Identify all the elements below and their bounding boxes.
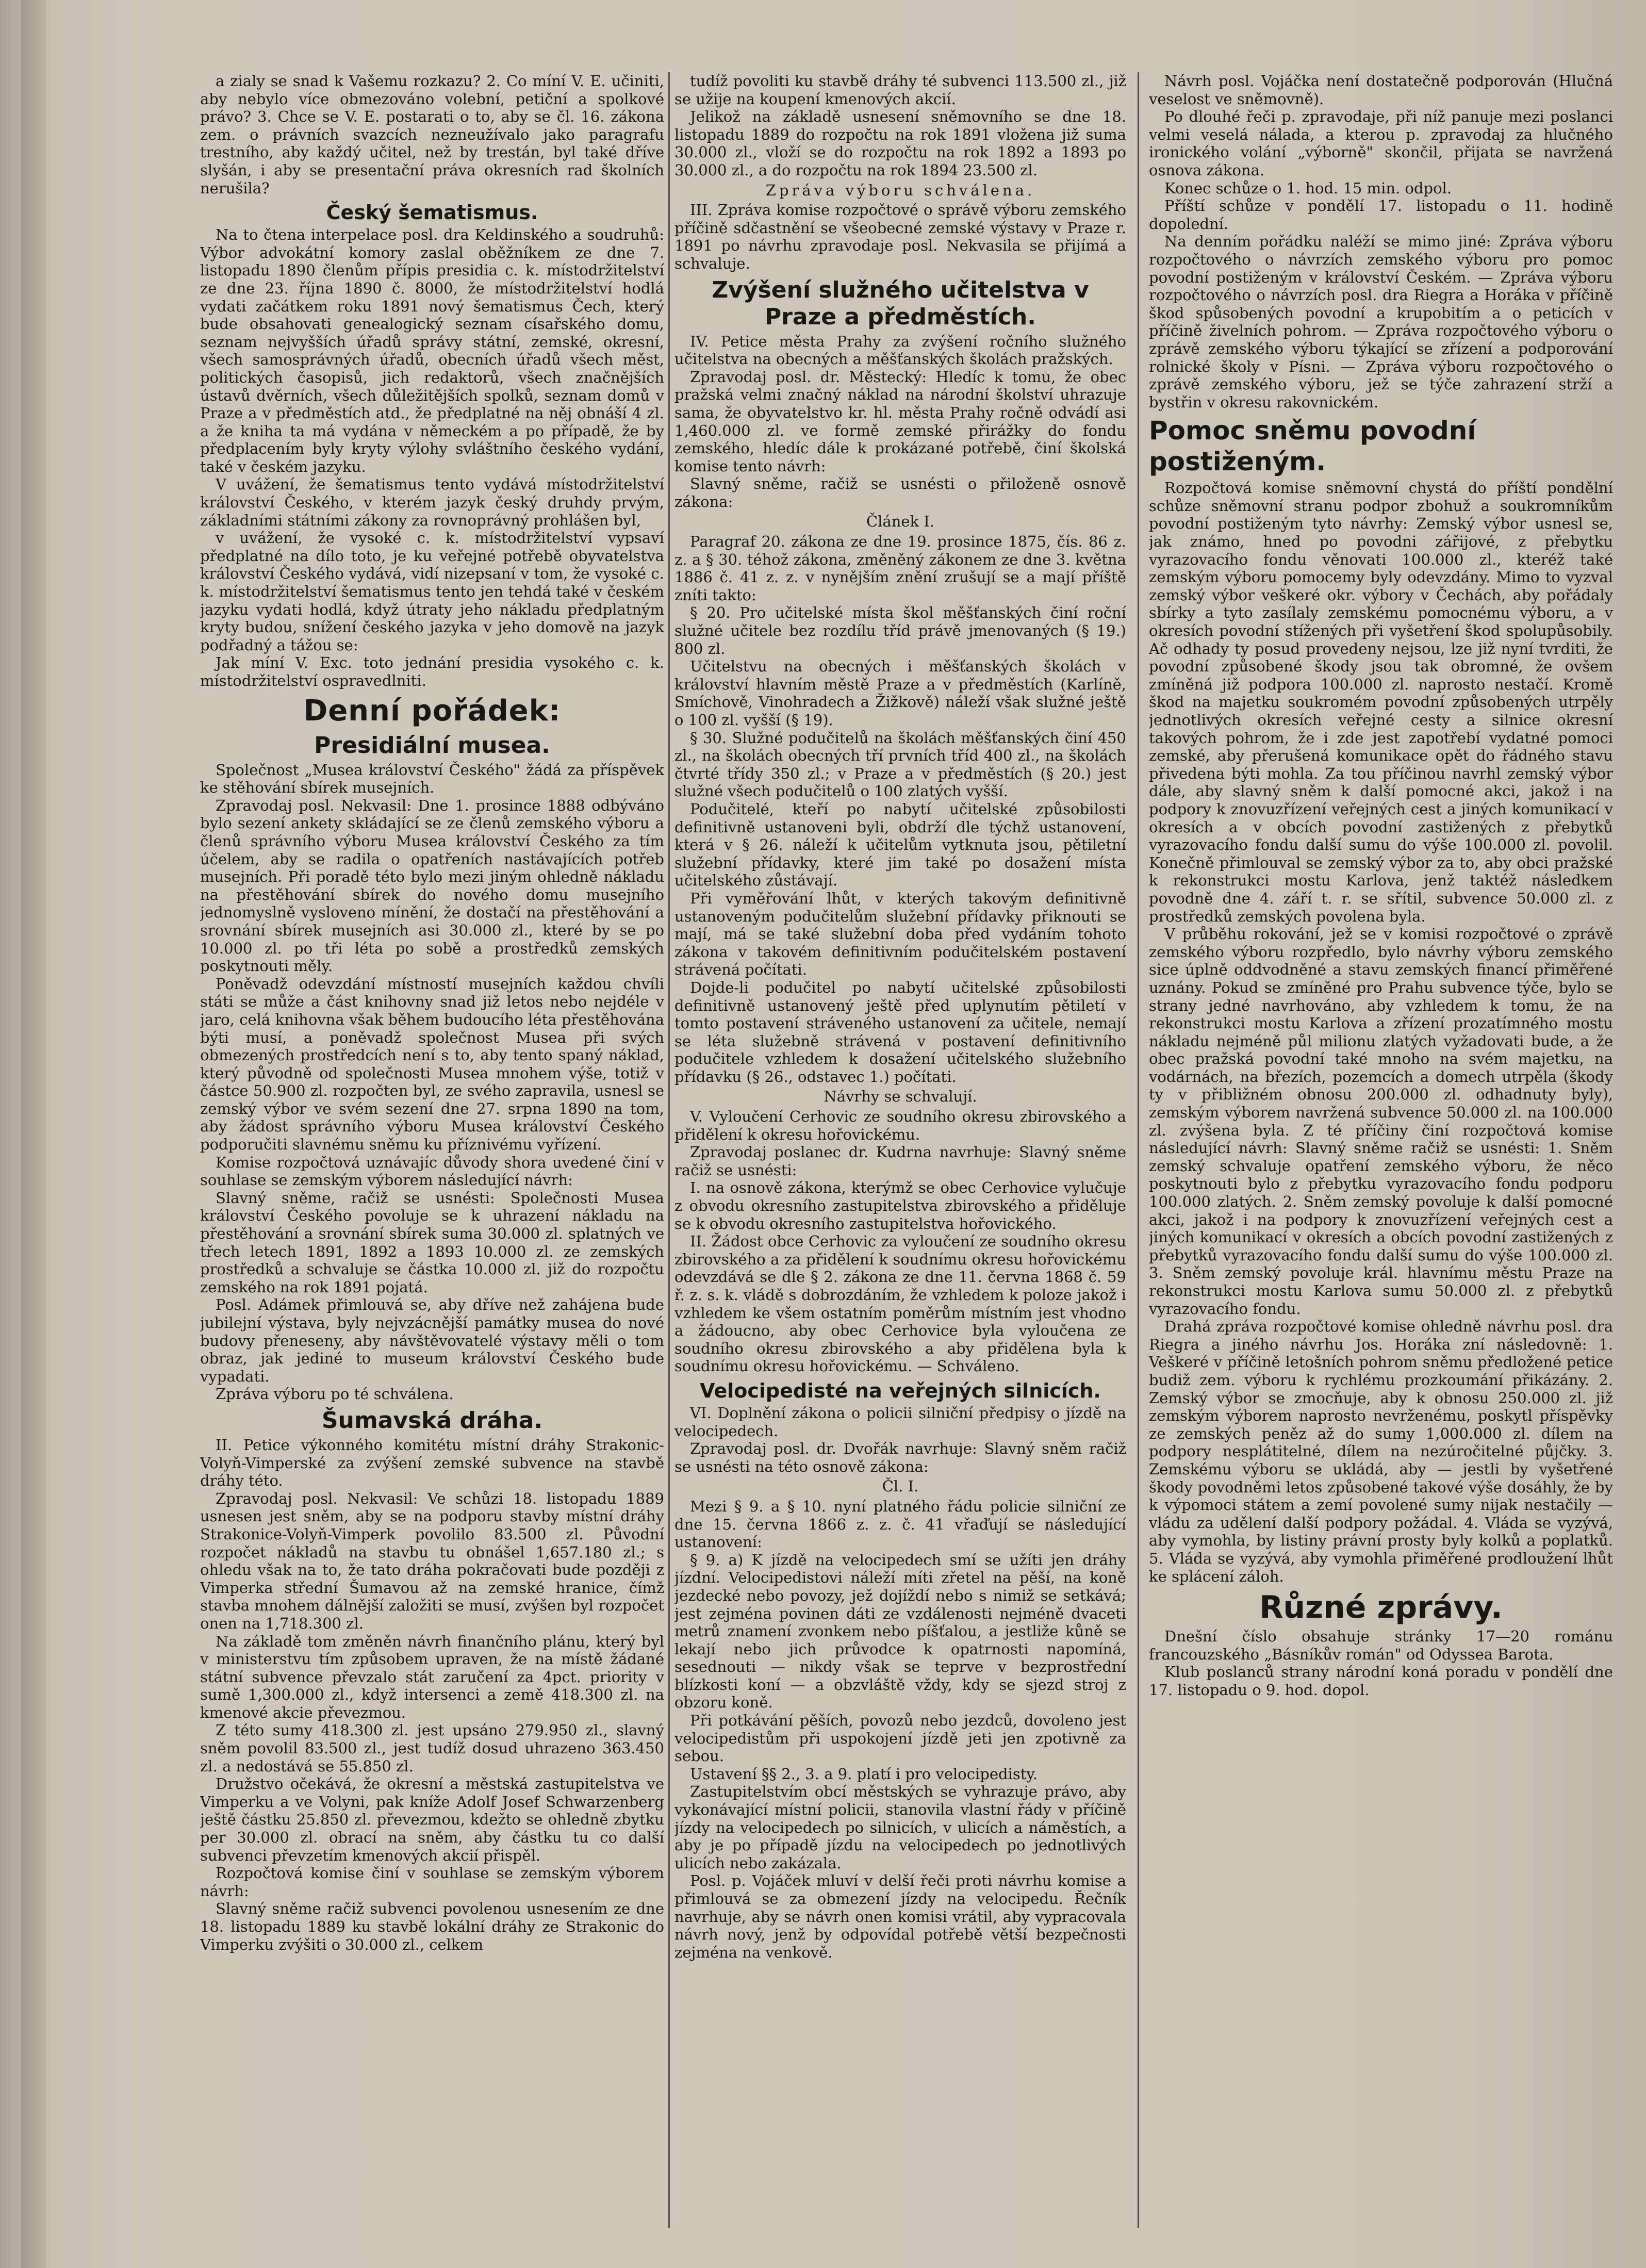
paragraph: Rozpočtová komise sněmovní chystá do příští pondělní schůze sněmovní stranu podpor zbohuž a soukromníkům povodní postiženým tyto návrhy: Zemský výbor usnesl se, jak známo, hned po povodni zářijové, z přebytku vyrazovacího fondu věnovati 100.000 zl., kteréž také zemským výboru pomocemy byly odevzdány. Mimo to vyzval zemský výbor veškeré okr. výbory v Čechách, aby pořádaly sbírky a tyto zasílaly zemskému pomocnému výboru, a v okresích povodní stížených při vyšetření škod spolupůsobily. Ač odhady ty posud provedeny nejsou, lze již nyní tvrditi, že povodní způsobené škody jsou tak obromné, že ovšem zmíněná již podpora 100.000 zl. naprosto nestačí. Kromě škod na majetku soukromém povodní způsobených utrpěly jednotlivých okresích veřejné cesty a silnice okresní takových pohrom, že i zde jest zapotřebí vydatné pomoci zemské, aby přerušená komunikace opět do řádného stavu přivedena býti mohla. Za tou příčinou navrhl zemský výbor dále, aby slavný sněm k další pomocné akci, jakož i na podpory k znovuzřízení veřejných cest a jiných komunikací v okresích a v obcích povodní zastižených z přebytků vyrazovacího fondu další sumu do výše 100.000 zl. povolil. Konečně přimlouval se zemský výbor za to, aby obci pražské k rekonstrukci mostu Karlova, jenž taktéž následkem povodně dne 4. září t. r. se sřítil, subvence 50.000 zl. z prostředků zemských povolena byla. <box>1149 479 1613 925</box>
paragraph: Společnost „Musea království Českého" žádá za příspěvek ke stěhování sbírek musejních. <box>200 761 664 797</box>
paragraph: Zpravodaj posl. dr. Městecký: Hledíc k tomu, že obec pražská velmi značný náklad na národní školství uhrazuje sama, že obyvatelstvo kr. hl. města Prahy ročně odvádí asi 1,460.000 zl. ve formě zemské přirážky do fondu zemského, hledíc dále k prokázané potřebě, činí školská komise tento návrh: <box>674 368 1126 475</box>
paragraph: Drahá zpráva rozpočtové komise ohledně návrhu posl. dra Riegra a jiného návrhu Jos. Horáka zní následovně: 1. Veškeré v příčině letošních pohrom sněmu předložené petice budiž zem. výboru k rychlému prozkoumání přikázány. 2. Zemský výbor se zmocňuje, aby k obnosu 250.000 zl. již zemským výborem naprosto nevrženému, poskytl příspěvky ze zemských peněz až do sumy 1,000.000 zl. dílem na podpory nesplátitelné, dílem na nezúročitelné půjčky. 3. Zemskému výboru se ukládá, aby — jestli by vyšetřené škody povodněmi letos způsobené takové výše dosáhly, že by k výpomoci státem a zemí povolené sumy nijak nestačily — vládu za udělení další podpory požádal. 4. Vláda se vyzývá, aby vymohla, by listiny právní prosty byly kolků a poplatků. 5. Vláda se vyzývá, aby vymohla přiměřené prodloužení lhůt ke splácení záloh. <box>1149 1318 1613 1585</box>
paragraph: Zpravodaj posl. dr. Dvořák navrhuje: Slavný sněm račiž se usnésti na této osnově zákona: <box>674 1440 1126 1475</box>
paragraph: Paragraf 20. zákona ze dne 19. prosince 1875, čís. 86 z. z. a § 30. téhož zákona, změněný zákonem ze dne 3. května 1886 č. 41 z. z. v nynějším znění zrušují se a mají příště zníti takto: <box>674 533 1126 604</box>
centered-note: Návrhy se schvalují. <box>824 1088 977 1106</box>
paragraph: Ustavení §§ 2., 3. a 9. platí i pro velocipedisty. <box>690 1765 1038 1783</box>
paragraph: Návrh posl. Vojáčka není dostatečně podporován (Hlučná veselost ve sněmovně). <box>1149 72 1613 108</box>
paragraph: Komise rozpočtová uznávajíc důvody shora uvedené činí v souhlase se zemským výborem následující návrh: <box>200 1153 664 1189</box>
paragraph: Slavný sněme račiž subvenci povolenou usnesením ze dne 18. listopadu 1889 ku stavbě lokální dráhy ze Strakonic do Vimperku zvýšiti o 30.000 zl., celkem <box>200 1900 664 1953</box>
paragraph: Učitelstvu na obecných i měšťanských školách v království hlavním městě Praze a v předměstích (Karlíně, Smíchově, Vinohradech a Žižkově) náleží však služné ještě o 100 zl. vyšší (§ 19). <box>674 658 1126 729</box>
paragraph: Na základě tom změněn návrh finančního plánu, který byl v ministerstvu tím způsobem upraven, že na místě žádané státní subvence převzalo stát zaručení za 4pct. priority v sumě 1,300.000 zl., když intersenci a země 418.300 zl. na kmenové akcie převezmou. <box>200 1632 664 1721</box>
paragraph: Konec schůze o 1. hod. 15 min. odpol. <box>1164 179 1452 197</box>
paragraph: Dnešní číslo obsahuje stránky 17—20 románu francouzského „Básníkův román" od Odyssea Barota. <box>1149 1628 1613 1663</box>
paragraph: IV. Petice města Prahy za zvýšení ročního služného učitelstva na obecných a měšťanských školách pražských. <box>674 332 1126 368</box>
paragraph: v uvážení, že vysoké c. k. místodržitelství vypsaví předplatné na dílo toto, je ku veřejné potřebě obyvatelstva království Českého vydává, vidí nizepsaní v tom, že vysoké c. k. místodržitelství šematismus tento jen tehdá také v českém jazyku vydati hodlá, když útraty jeho nákladu předplatným kryty budou, snížení českého jazyka v jeho domově na jazyk podřadný a tážou se: <box>200 529 664 654</box>
paragraph: Klub poslanců strany národní koná poradu v pondělí dne 17. listopadu o 9. hod. dopol. <box>1149 1663 1613 1699</box>
article-label: Článek I. <box>866 513 935 531</box>
paragraph: II. Petice výkonného komitétu místní dráhy Strakonic-Volyň-Vimperské za zvýšení zemské subvence na stavbě dráhy této. <box>200 1436 664 1490</box>
paragraph: a zialy se snad k Vašemu rozkazu? 2. Co míní V. E. učiniti, aby nebylo více obmezováno volební, petiční a spolkové právo? 3. Chce se V. E. postarati o to, aby se čl. 16. zákona zem. o právních svazcích nezneužívalo jako paragrafu trestního, aby každý učitel, než by trestán, byl také dříve slyšán, i aby se presentační práva okresních rad školních nerušila? <box>200 72 664 197</box>
paragraph: V průběhu rokování, jež se v komisi rozpočtové o zprávě zemského výboru rozpředlo, bylo návrhy výboru zemského sice úplně oddvodněné a stavu zemských financí přiměřené uznány. Pokud se zmíněné pro Prahu subvence týče, bylo se strany jedné navrhováno, aby vzhledem k tomu, že na rekonstrukci mostu Karlova a zřízení prozatímného mostu nákladu nejméně půl milionu zlatých vyžadovati bude, a že obec pražská povodní také mnoho na svém majetku, na vodárnách, na březích, pozemcích a domech utrpěla (škody ty v přibližném obnosu 200.000 zl. odhadnuty byly), zemským výborem navržená subvence 50.000 zl. na 100.000 zl. zvýšena byla. Z té příčiny činí rozpočtová komise následující návrh: Slavný sněme račiž se usnésti: 1. Sněm zemský schvaluje opatření zemského výboru, že něco poskytnouti bylo z přebytku vyrazovacího fondu podporu 100.000 zlatých. 2. Sněm zemský povoluje k další pomocné akci, jakož i na podpory k znovuzřízení veřejných cest a jiných komunikací v okresích a obcích povodní zastižených z přebytků vyrazovacího fondu další sumu do výše 100.000 zl. 3. Sněm zemský povoluje král. hlavnímu městu Praze na rekonstrukci mostu Karlova sumu 50.000 zl. z přebytků vyrazovacího fondu. <box>1149 925 1613 1318</box>
paragraph: Zpravodaj posl. Nekvasil: Ve schůzi 18. listopadu 1889 usnesen jest sněm, aby se na podporu stavby místní dráhy Strakonice-Volyň-Vimperk povolilo 83.500 zl. Původní rozpočet nákladů na stavbu tu obnášel 1,657.180 zl.; s ohledu však na to, že tato dráha pokračovati bude později z Vimperka střední Šumavou až na zemské hranice, čímž stavba mnohem dálnější založiti se musí, zvýšen byl rozpočet onen na 1,718.300 zl. <box>200 1489 664 1632</box>
column-left <box>200 72 664 2228</box>
paragraph: Na denním pořádku naléží se mimo jiné: Zpráva výboru rozpočtového o návrzích zemského výboru pro pomoc povodní postiženým v království Českém. — Zpráva výboru rozpočtového o návrzích posl. dra Riegra a Horáka v příčině škod spůsobených povodní a krupobitím a o peticích v příčině živelních pohrom. — Zpráva rozpočtového výboru o zprávě zemského výboru týkající se zřízení a podporování rolnické školy v Písni. — Zpráva výboru rozpočtového o zprávě zemského výboru, jež se týče zahrazení strží a bystřin v okresu rakovnickém. <box>1149 233 1613 411</box>
paragraph: Zpravodaj poslanec dr. Kudrna navrhuje: Slavný sněme račiž se usnésti: <box>674 1143 1126 1179</box>
paragraph: § 9. a) K jízdě na velocipedech smí se užíti jen dráhy jízdní. Velocipedistovi náleží míti zřetel na pěší, na koně jezdecké nebo povozy, jež dojíždí nebo s nimiž se setkává; jest zejména povinen dáti ze vzdálenosti nejméně dvaceti metrů znamení zvonkem nebo píšťalou, a jestliže kůně se lekají nebo jich průvodce k opatrnosti napomíná, sesednouti — nikdy však se teprve v bezprostřední blízkosti koní — a obzvláště vždy, kdy se sjezd stroj z obzoru koně. <box>674 1551 1126 1712</box>
paragraph: Z této sumy 418.300 zl. jest upsáno 279.950 zl., slavný sněm povolil 83.500 zl., jest tudíž dosud uhrazeno 363.450 zl. a nedostává se 55.850 zl. <box>200 1721 664 1775</box>
section-heading: Presidiální musea. <box>314 732 550 759</box>
section-heading: Pomoc sněmu povodní postiženým. <box>1149 416 1476 477</box>
section-heading: Zvýšení služného učitelstva v Praze a předměstích. <box>712 276 1089 330</box>
paragraph: Jak míní V. Exc. toto jednání presidia vysokého c. k. místodržitelství ospravedlniti. <box>200 654 664 689</box>
page-fold-shadow <box>21 0 46 2268</box>
section-heading: Denní pořádek: <box>303 694 561 728</box>
paragraph: Podučitelé, kteří po nabytí učitelské způsobilosti definitivně ustanoveni byli, obdrží dle týchž ustanovení, která v § 26. náleží k učitelům vytknuta jsou, pětiletní služební přídavky, které jim také po dosažení místa učitelského zůstávají. <box>674 800 1126 890</box>
section-heading: Český šematismus. <box>326 201 538 224</box>
paragraph: Zastupitelstvím obcí městských se vyhrazuje právo, aby vykonávající místní policii, stanovila vlastní řády v příčině jízdy na velocipedech po silnicích, v ulicích a náměstích, a aby je po případě jízdu na velocipedech po jednotlivých ulicích nebo zakázala. <box>674 1783 1126 1872</box>
column-middle <box>674 72 1126 2228</box>
paragraph: Posl. p. Vojáček mluví v delší řeči proti návrhu komise a přimlouvá se za obmezení jízdy na velocipedu. Řečník navrhuje, aby se návrh onen komisi vrátil, aby vypracovala návrh nový, jenž by odpovídal potřebě větší bezpečnosti zejména na venkově. <box>674 1872 1126 1961</box>
paragraph: Poněvadž odevzdání místností musejních každou chvíli státi se může a část knihovny snad již letos nebo nejdéle v jaro, celá knihovna však během budoucího léta přestěhována býti musí, a poněvadž společnost Musea při svých obmezených prostředcích není s to, aby tento spaný náklad, který původně od společnosti Musea mnohem výše, totiž v částce 50.900 zl. rozpočten byl, ze svého zapravila, usnesl se zemský výbor ve svém sezení dne 27. srpna 1890 na tom, aby žádost správního výboru Musea království Českého podporučiti slavnému sněmu ku příznivému vyřízení. <box>200 975 664 1154</box>
paragraph: tudíž povoliti ku stavbě dráhy té subvenci 113.500 zl., již se užije na koupení kmenových akcií. <box>674 72 1126 108</box>
paragraph: V. Vyloučení Cerhovic ze soudního okresu zbirovského a přidělení k okresu hořovickému. <box>674 1108 1126 1143</box>
paragraph: Po dlouhé řeči p. zpravodaje, při níž panuje mezi poslanci velmi veselá nálada, a kterou p. zpravodaj za hlučného ironického volání „výborně" skončil, přijata se navržená osnova zákona. <box>1149 108 1613 179</box>
paragraph: V uvážení, že šematismus tento vydává místodržitelství království Českého, v kterém jazyk český druhdy prvým, základními státními zákony za rovnoprávný prohlášen byl, <box>200 475 664 529</box>
paragraph: Slavný sněme, račiž se usnésti o přiloženě osnově zákona: <box>674 475 1126 511</box>
column-rule <box>1138 72 1139 2228</box>
paragraph: Při potkávání pěších, povozů nebo jezdců, dovoleno jest velocipedistům při uspokojení jízdě jeti jen zpotivně za sebou. <box>674 1712 1126 1765</box>
paragraph: Jelikož na základě usnesení sněmovního se dne 18. listopadu 1889 do rozpočtu na rok 1891 vložena již suma 30.000 zl., vloží se do rozpočtu na rok 1892 a 1893 po 30.000 zl., a do rozpočtu na rok 1894 23.500 zl. <box>674 108 1126 179</box>
section-heading: Šumavská dráha. <box>321 1407 543 1434</box>
paragraph: Dojde-li podučitel po nabytí učitelské způsobilosti definitivně ustanovený ještě před uplynutím pětiletí v tomto postavení stráveného ustanovení za učitele, nemají se léta služebně strávená v postavení definitivního podučitele vzhledem k dosažení učitelského služebního přídavku (§ 26., odstavec 1.) počítati. <box>674 978 1126 1086</box>
column-rule <box>668 72 670 2228</box>
paragraph: Na to čtena interpelace posl. dra Keldinského a soudruhů: Výbor advokátní komory zaslal oběžníkem ze dne 7. listopadu 1890 členům přípis presidia c. k. místodržitelství ze dne 23. října 1890 č. 8000, že místodržitelství hodlá vydati začátkem roku 1891 nový šematismus Čech, který bude obsahovati genealogický seznam císařského domu, seznam nejvyšších úřadů správy státní, zemské, okresní, všech samosprávných úřadů, obecních úřadů všech měst, politických časopisů, jich redaktorů, všech značnějších ústavů dvěrních, všech důležitějších spolků, seznam domů v Praze a v předměstích atd., že předplatné na něj obnáší 4 zl. a že kniha ta má vydána v německém a po případě, že by předplacením byly kryty výlohy svláštního českého vydání, také v českém jazyku. <box>200 226 664 475</box>
paragraph: Družstvo očekává, že okresní a městská zastupitelstva ve Vimperku a ve Volyni, pak kníže Adolf Josef Schwarzenberg ještě částku 25.850 zl. převezmou, kdežto se ohledně zbytku per 30.000 zl. obrací na sněm, aby částku tu co další subvenci převzetím kmenových akcií přispěl. <box>200 1775 664 1864</box>
paragraph: Příští schůze v pondělí 17. listopadu o 11. hodině dopolední. <box>1149 197 1613 233</box>
paragraph: Slavný sněme, račiž se usnésti: Společnosti Musea království Českého povoluje se k uhrazení nákladu na přestěhování a srovnání sbírek suma 30.000 zl. splatných ve třech letech 1891, 1892 a 1893 10.000 zl. ze zemských prostředků a schvaluje se částka 10.000 zl. již do rozpočtu zemského na rok 1891 pojatá. <box>200 1189 664 1296</box>
paragraph: Při vyměřování lhůt, v kterých takovým definitivně ustanoveným podučitelům služební přídavky přiknouti se mají, má se také služební doba před vydáním tohoto zákona v takovém definitivním podučitelském postavení strávená počítati. <box>674 889 1126 979</box>
paragraph: Zpráva výboru po té schválena. <box>216 1385 454 1403</box>
paragraph: Rozpočtová komise činí v souhlase se zemským výborem návrh: <box>200 1864 664 1900</box>
centered-note: Zpráva výboru schválena. <box>765 181 1035 199</box>
section-heading: Různé zprávy. <box>1259 1589 1503 1626</box>
paragraph: Zpravodaj posl. Nekvasil: Dne 1. prosince 1888 odbýváno bylo sezení ankety skládající se ze členů zemského výboru a členů správního výboru Musea království Českého za tím účelem, aby se radila o opatřeních nastávajících potřeb musejních. Při poradě této bylo mezi jiným ohledně nákladu na přestěhování sbírek do nového domu musejního jednomyslně vysloveno mínění, že dostačí na přestěhování a srovnání sbírek musejních asi 30.000 zl., které by se po 10.000 zl. po tři léta po sobě a prostředků zemských poskytnouti měly. <box>200 796 664 975</box>
paragraph: Posl. Adámek přimlouvá se, aby dříve než zahájena bude jubilejní výstava, byly nejvzácnější památky musea do nové budovy přeneseny, aby návštěvovatelé výstavy měli o tom obraz, jak jediné to museum království Českého bude vypadati. <box>200 1296 664 1385</box>
paragraph: VI. Doplnění zákona o policii silniční předpisy o jízdě na velocipedech. <box>674 1404 1126 1440</box>
paragraph: I. na osnově zákona, kterýmž se obec Cerhovice vylučuje z obvodu okresního zastupitelstva zbirovského a přiděluje se k obvodu okresního zastupitelstva hořovického. <box>674 1179 1126 1232</box>
column-right <box>1149 72 1613 2228</box>
paragraph: II. Žádost obce Cerhovic za vyloučení ze soudního okresu zbirovského a za přidělení k soudnímu okresu hořovickému odevzdává se dle § 2. zákona ze dne 11. června 1868 č. 59 ř. z. s. k. vládě s dobrozdáním, že vzhledem k poloze jakož i vzhledem ke všem ostatním poměrům místním jest vhodno a žádoucno, aby obec Cerhovice byla vyloučena ze soudního okresu zbirovského a aby přidělena byla k soudnímu okresu hořovickému. — Schváleno. <box>674 1232 1126 1375</box>
article-label: Čl. I. <box>882 1477 919 1495</box>
section-heading: Velocipedisté na veřejných silnicích. <box>700 1379 1101 1402</box>
paragraph: III. Zpráva komise rozpočtové o správě výboru zemského příčině sdčastnění se všeobecné zemské výstavy v Praze r. 1891 po návrhu zpravodaje posl. Nekvasila se přijímá a schvaluje. <box>674 201 1126 272</box>
paragraph: Mezi § 9. a § 10. nyní platného řádu policie silniční ze dne 15. června 1866 z. z. č. 41 vřaďují se následující ustanovení: <box>674 1497 1126 1551</box>
paragraph: § 20. Pro učitelské místa škol měšťanských činí roční služné učitele bez rozdílu tříd právě jmenovaných (§ 19.) 800 zl. <box>674 604 1126 658</box>
paragraph: § 30. Služné podučitelů na školách měšťanských činí 450 zl., na školách obecných tří prvních tříd 400 zl., na školách čtvrté třídy 350 zl.; v Praze a v předměstích (§ 20.) jest služné všech podučitelů o 100 zlatých vyšší. <box>674 729 1126 800</box>
